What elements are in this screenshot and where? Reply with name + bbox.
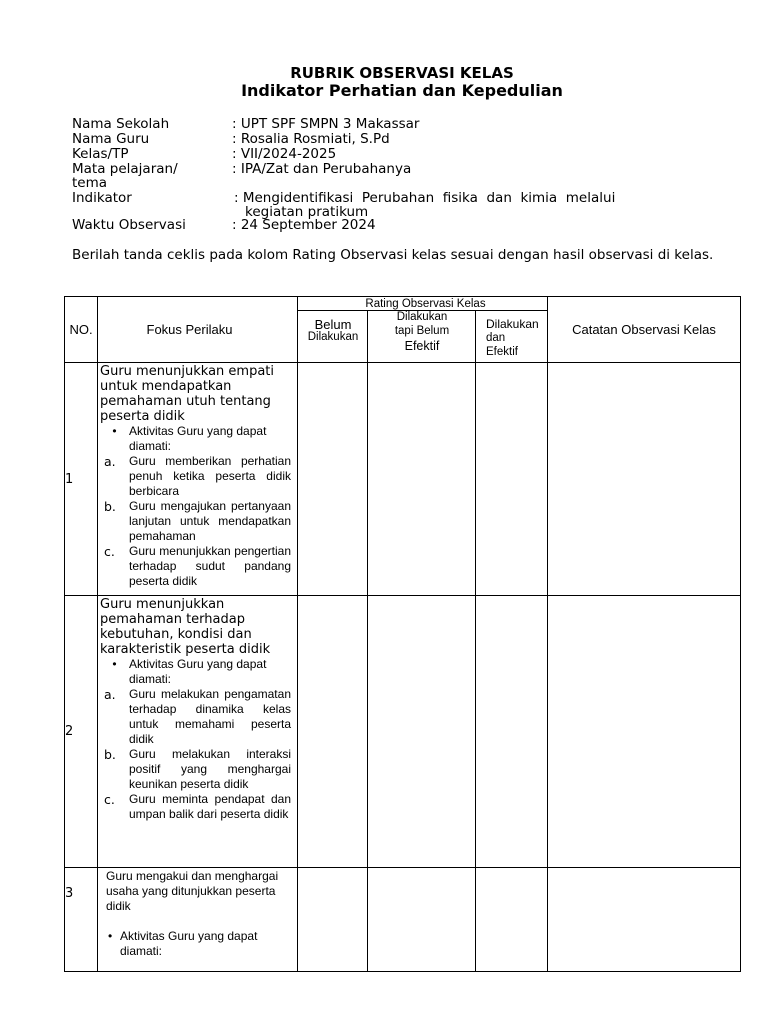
info-value-subject: : IPA/Zat dan Perubahanya: [232, 161, 412, 177]
document-subtitle: Indikator Perhatian dan Kepedulian: [241, 81, 563, 100]
header-catatan: Catatan Observasi Kelas: [548, 297, 741, 363]
rating-cell-efektif[interactable]: [476, 868, 548, 972]
info-value-indicator-line2: kegiatan pratikum: [245, 204, 369, 220]
info-value-class: : VII/2024-2025: [232, 146, 337, 162]
info-label-indicator: Indikator: [72, 190, 132, 206]
rating-cell-efektif[interactable]: [476, 363, 548, 596]
info-value-time: : 24 September 2024: [232, 217, 376, 233]
row-title: Guru mengakui dan menghargai usaha yang ditunjukkan peserta didik: [106, 869, 279, 913]
info-value-indicator: : Mengidentifikasi Perubahan fisika dan kimia melalui: [234, 190, 616, 206]
rating-cell-belum[interactable]: [298, 596, 368, 868]
info-label-school: Nama Sekolah: [72, 116, 170, 132]
header-fokus: Fokus Perilaku: [98, 297, 298, 363]
rating-cell-belum[interactable]: [298, 868, 368, 972]
rating-cell-belum-efektif[interactable]: [368, 868, 476, 972]
rating-cell-belum-efektif[interactable]: [368, 363, 476, 596]
row-fokus-cell: [98, 596, 298, 868]
info-label-time: Waktu Observasi: [72, 217, 186, 233]
rating-cell-efektif[interactable]: [476, 596, 548, 868]
row-title: Guru menunjukkan empati untuk mendapatkan pemahaman utuh tentang peserta didik: [100, 364, 275, 424]
list-item: a. Guru melakukan pengamatan terhadap dinamika kelas untuk memahami peserta didik: [104, 687, 291, 746]
row-fokus-cell: [98, 868, 298, 972]
info-label-subject-line2: tema: [72, 175, 108, 191]
info-label-teacher: Nama Guru: [72, 131, 150, 147]
document-title: RUBRIK OBSERVASI KELAS: [290, 64, 514, 82]
instruction-text: Berilah tanda ceklis pada kolom Rating Observasi kelas sesuai dengan hasil observasi di kelas.: [72, 247, 714, 263]
rating-cell-belum[interactable]: [298, 363, 368, 596]
header-no: NO.: [65, 297, 98, 363]
list-item: a. Guru memberikan perhatian penuh ketika peserta didik berbicara: [104, 454, 291, 498]
list-item: c. Guru meminta pendapat dan umpan balik dari peserta didik: [104, 792, 291, 821]
row-number: 2: [65, 596, 98, 868]
list-item: b. Guru mengajukan pertanyaan lanjutan untuk mendapatkan pemahaman: [104, 499, 291, 543]
list-item: c. Guru menunjukkan pengertian terhadap sudut pandang peserta didik: [104, 544, 291, 588]
catatan-cell[interactable]: [548, 596, 741, 868]
list-item: • Aktivitas Guru yang dapat diamati:: [100, 657, 291, 687]
row-number: 1: [65, 363, 98, 596]
bullet-icon: •: [112, 424, 117, 438]
rubric-table: [64, 296, 741, 972]
table-row: [65, 596, 741, 868]
list-item: b. Guru melakukan interaksi positif yang menghargai keunikan peserta didik: [104, 747, 291, 791]
list-item: • Aktivitas Guru yang dapat diamati:: [100, 424, 291, 454]
info-label-class: Kelas/TP: [72, 146, 129, 162]
catatan-cell[interactable]: [548, 363, 741, 596]
row-title: Guru menunjukkan pemahaman terhadap kebutuhan, kondisi dan karakteristik peserta didik: [100, 597, 271, 657]
table-row: [65, 868, 741, 972]
table-row: [65, 363, 741, 596]
info-label-subject: Mata pelajaran/: [72, 161, 178, 177]
catatan-cell[interactable]: [548, 868, 741, 972]
header-dilakukan-belum-efektif: Dilakukan tapi Belum Efektif: [368, 311, 476, 363]
bullet-icon: •: [108, 929, 113, 943]
header-belum-dilakukan: Belum Dilakukan: [298, 311, 368, 363]
rating-cell-belum-efektif[interactable]: [368, 596, 476, 868]
row-number: 3: [65, 868, 98, 972]
header-rating: Rating Observasi Kelas: [298, 297, 548, 311]
info-value-teacher: : Rosalia Rosmiati, S.Pd: [232, 131, 390, 147]
header-dilakukan-efektif: Dilakukan dan Efektif: [476, 311, 548, 363]
row-fokus-cell: [98, 363, 298, 596]
list-item: • Aktivitas Guru yang dapat diamati:: [108, 929, 258, 958]
bullet-icon: •: [112, 657, 117, 671]
info-value-school: : UPT SPF SMPN 3 Makassar: [232, 116, 420, 132]
